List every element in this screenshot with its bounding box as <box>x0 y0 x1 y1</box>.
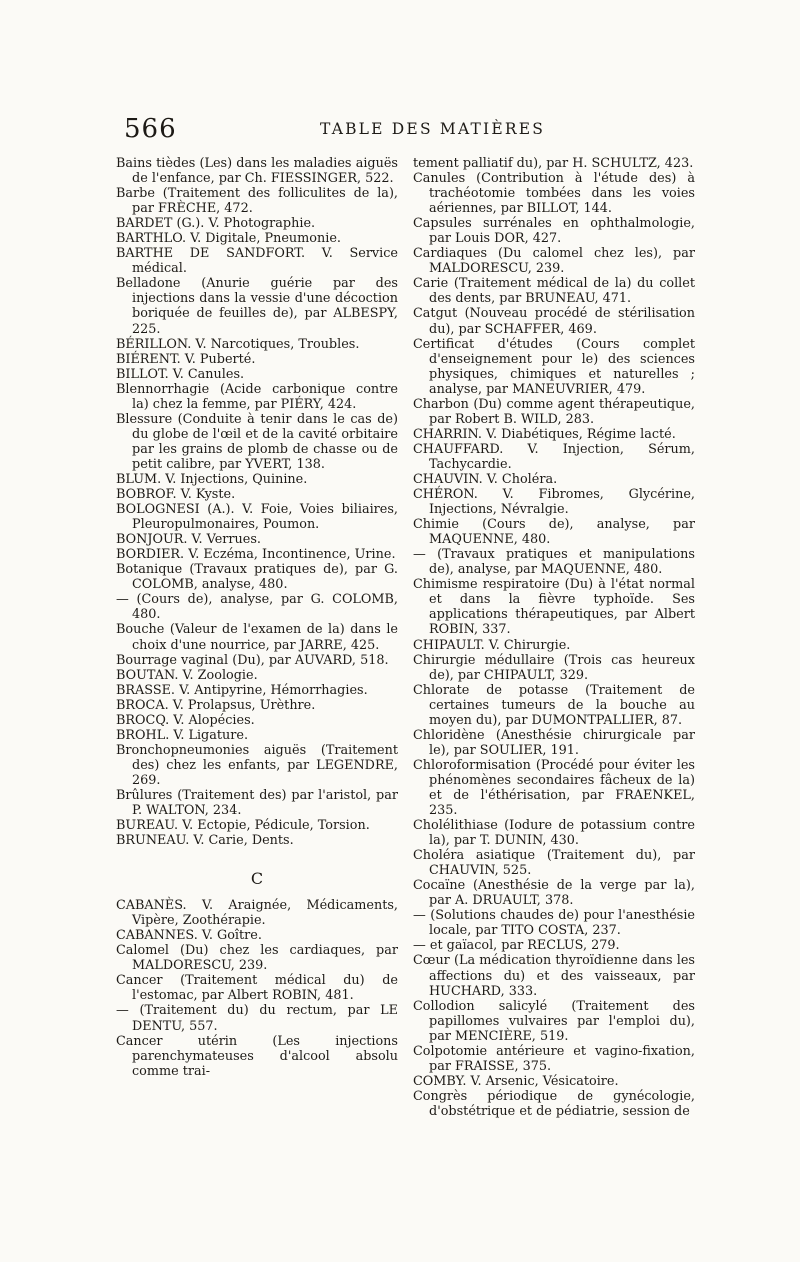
index-entry: CABANNES. V. Goître. <box>116 928 262 944</box>
index-entry: BÉRILLON. V. Narcotiques, Troubles. <box>116 336 360 352</box>
index-entry: Belladone (Anurie guérie par des injections dans la vessie d'une décoction boriquée de feuilles de), par ALBESPY, 225. <box>116 276 398 337</box>
index-entry: BLUM. V. Injections, Quinine. <box>116 471 308 487</box>
index-entry: Chlorate de potasse (Traitement de certaines tumeurs de la bouche au moyen du), par DUMONTPALLIER, 87. <box>413 682 695 728</box>
index-entry: Cardiaques (Du calomel chez les), par MALDORESCU, 239. <box>413 246 695 277</box>
right-column <box>413 156 695 1119</box>
index-entry: Bourrage vaginal (Du), par AUVARD, 518. <box>116 652 389 668</box>
index-entry: Capsules surrénales en ophthalmologie, par Louis DOR, 427. <box>413 216 695 247</box>
index-entry: CHÉRON. V. Fibromes, Glycérine, Injections, Névralgie. <box>413 487 695 518</box>
index-entry: Congrès périodique de gynécologie, d'obstétrique et de pédiatrie, session de <box>413 1088 695 1119</box>
index-entry: Cancer utérin (Les injections parenchymateuses d'alcool absolu comme trai- <box>116 1033 398 1079</box>
section-letter-c: C <box>250 869 264 889</box>
index-entry: Botanique (Travaux pratiques de), par G. COLOMB, analyse, 480. <box>116 562 398 593</box>
index-entry: — (Traitement du) du rectum, par LE DENTU, 557. <box>116 1003 398 1034</box>
index-entry: BRUNEAU. V. Carie, Dents. <box>116 833 294 849</box>
index-entry: BIÉRENT. V. Puberté. <box>116 351 256 367</box>
index-entry: Blessure (Conduite à tenir dans le cas de) du globe de l'œil et de la cavité orbitaire par les grains de plomb de chasse ou de petit calibre, par YVERT, 138. <box>116 411 398 472</box>
index-entry: Certificat d'études (Cours complet d'enseignement pour le) des sciences physiques, chimiques et naturelles ; analyse, par MANEUVRIER, 479. <box>413 336 695 397</box>
index-entry: Chloridène (Anesthésie chirurgicale par le), par SOULIER, 191. <box>413 727 695 758</box>
index-entry: BOLOGNESI (A.). V. Foie, Voies biliaires, Pleuropulmonaires, Poumon. <box>116 502 398 533</box>
running-title: TABLE DES MATIÈRES <box>320 120 546 138</box>
page-header <box>116 114 708 142</box>
index-entry: Chirurgie médullaire (Trois cas heureux de), par CHIPAULT, 329. <box>413 652 695 683</box>
index-entry: BROCA. V. Prolapsus, Urèthre. <box>116 697 316 713</box>
page-number: 566 <box>124 114 177 144</box>
index-entry: Cancer (Traitement médical du) de l'estomac, par Albert ROBIN, 481. <box>116 973 398 1004</box>
index-entry: BONJOUR. V. Verrues. <box>116 532 261 548</box>
index-entry: BUREAU. V. Ectopie, Pédicule, Torsion. <box>116 818 370 834</box>
index-entry: CHAUVIN. V. Choléra. <box>413 471 558 487</box>
index-entry: Barbe (Traitement des folliculites de la), par FRÈCHE, 472. <box>116 186 398 217</box>
entries-b <box>116 156 398 848</box>
index-entry: Choléra asiatique (Traitement du), par CHAUVIN, 525. <box>413 848 695 879</box>
index-entry: Bains tièdes (Les) dans les maladies aiguës de l'enfance, par Ch. FIESSINGER, 522. <box>116 156 398 187</box>
entries-c <box>116 898 398 1079</box>
index-entry: BOBROF. V. Kyste. <box>116 487 236 503</box>
index-entry: BARTHLO. V. Digitale, Pneumonie. <box>116 231 341 247</box>
index-entry: Carie (Traitement médical de la) du collet des dents, par BRUNEAU, 471. <box>413 276 695 307</box>
index-entry: BARDET (G.). V. Photographie. <box>116 216 316 232</box>
index-entry: CHIPAULT. V. Chirurgie. <box>413 637 571 653</box>
index-entry: Cœur (La médication thyroïdienne dans les affections du) et des vaisseaux, par HUCHARD, 333. <box>413 953 695 999</box>
index-entry: Bouche (Valeur de l'examen de la) dans le choix d'une nourrice, par JARRE, 425. <box>116 622 398 653</box>
index-entry: — et gaïacol, par RECLUS, 279. <box>413 938 620 954</box>
index-entry: Brûlures (Traitement des) par l'aristol, par P. WALTON, 234. <box>116 787 398 819</box>
index-entry: BARTHE DE SANDFORT. V. Service médical. <box>116 246 398 277</box>
index-entry: Canules (Contribution à l'étude des) à trachéotomie tombées dans les voies aériennes, par BILLOT, 144. <box>413 171 695 217</box>
index-entry: — (Cours de), analyse, par G. COLOMB, 480. <box>116 592 398 623</box>
index-entry: BRASSE. V. Antipyrine, Hémorrhagies. <box>116 682 368 698</box>
index-entry: Bronchopneumonies aiguës (Traitement des) chez les enfants, par LEGENDRE, 269. <box>116 742 398 788</box>
index-entry: CHARRIN. V. Diabétiques, Régime lacté. <box>413 426 676 442</box>
index-entry: Cholélithiase (Iodure de potassium contre la), par T. DUNIN, 430. <box>413 818 695 849</box>
index-entry: BROCQ. V. Alopécies. <box>116 712 255 728</box>
index-entry: BROHL. V. Ligature. <box>116 727 249 743</box>
index-entry: — (Travaux pratiques et manipulations de), analyse, par MAQUENNE, 480. <box>413 547 695 578</box>
index-entry: tement palliatif du), par H. SCHULTZ, 423. <box>413 156 694 171</box>
index-entry: Chimisme respiratoire (Du) à l'état normal et dans la fièvre typhoïde. Ses applications thérapeutiques, par Albert ROBIN, 337. <box>413 577 695 638</box>
index-entry: Cocaïne (Anesthésie de la verge par la), par A. DRUAULT, 378. <box>413 878 695 909</box>
index-entry: Charbon (Du) comme agent thérapeutique, par Robert B. WILD, 283. <box>413 396 695 427</box>
index-entry: Blennorrhagie (Acide carbonique contre la) chez la femme, par PIÉRY, 424. <box>116 381 398 412</box>
index-entry: BORDIER. V. Eczéma, Incontinence, Urine. <box>116 547 396 563</box>
index-entry: Collodion salicylé (Traitement des papillomes vulvaires par l'emploi du), par MENCIÈRE, 519. <box>413 998 695 1044</box>
index-entry: BOUTAN. V. Zoologie. <box>116 667 258 683</box>
index-entry: Chloroformisation (Procédé pour éviter les phénomènes secondaires fâcheux de la) et de l'éthérisation, par FRAENKEL, 235. <box>413 757 695 819</box>
index-entry: COMBY. V. Arsenic, Vésicatoire. <box>413 1073 619 1089</box>
index-entry: CHAUFFARD. V. Injection, Sérum, Tachycardie. <box>413 441 695 472</box>
index-entry: Catgut (Nouveau procédé de stérilisation du), par SCHAFFER, 469. <box>413 306 695 337</box>
index-entry: Chimie (Cours de), analyse, par MAQUENNE, 480. <box>413 517 695 548</box>
index-entry: Colpotomie antérieure et vagino-fixation, par FRAISSE, 375. <box>413 1043 695 1074</box>
left-column <box>116 156 398 1079</box>
index-entry: — (Solutions chaudes de) pour l'anesthésie locale, par TITO COSTA, 237. <box>413 908 695 939</box>
index-entry: Calomel (Du) chez les cardiaques, par MALDORESCU, 239. <box>116 943 398 974</box>
index-entry: BILLOT. V. Canules. <box>116 366 245 382</box>
index-entry: CABANÈS. V. Araignée, Médicaments, Vipère, Zoothérapie. <box>116 898 398 929</box>
